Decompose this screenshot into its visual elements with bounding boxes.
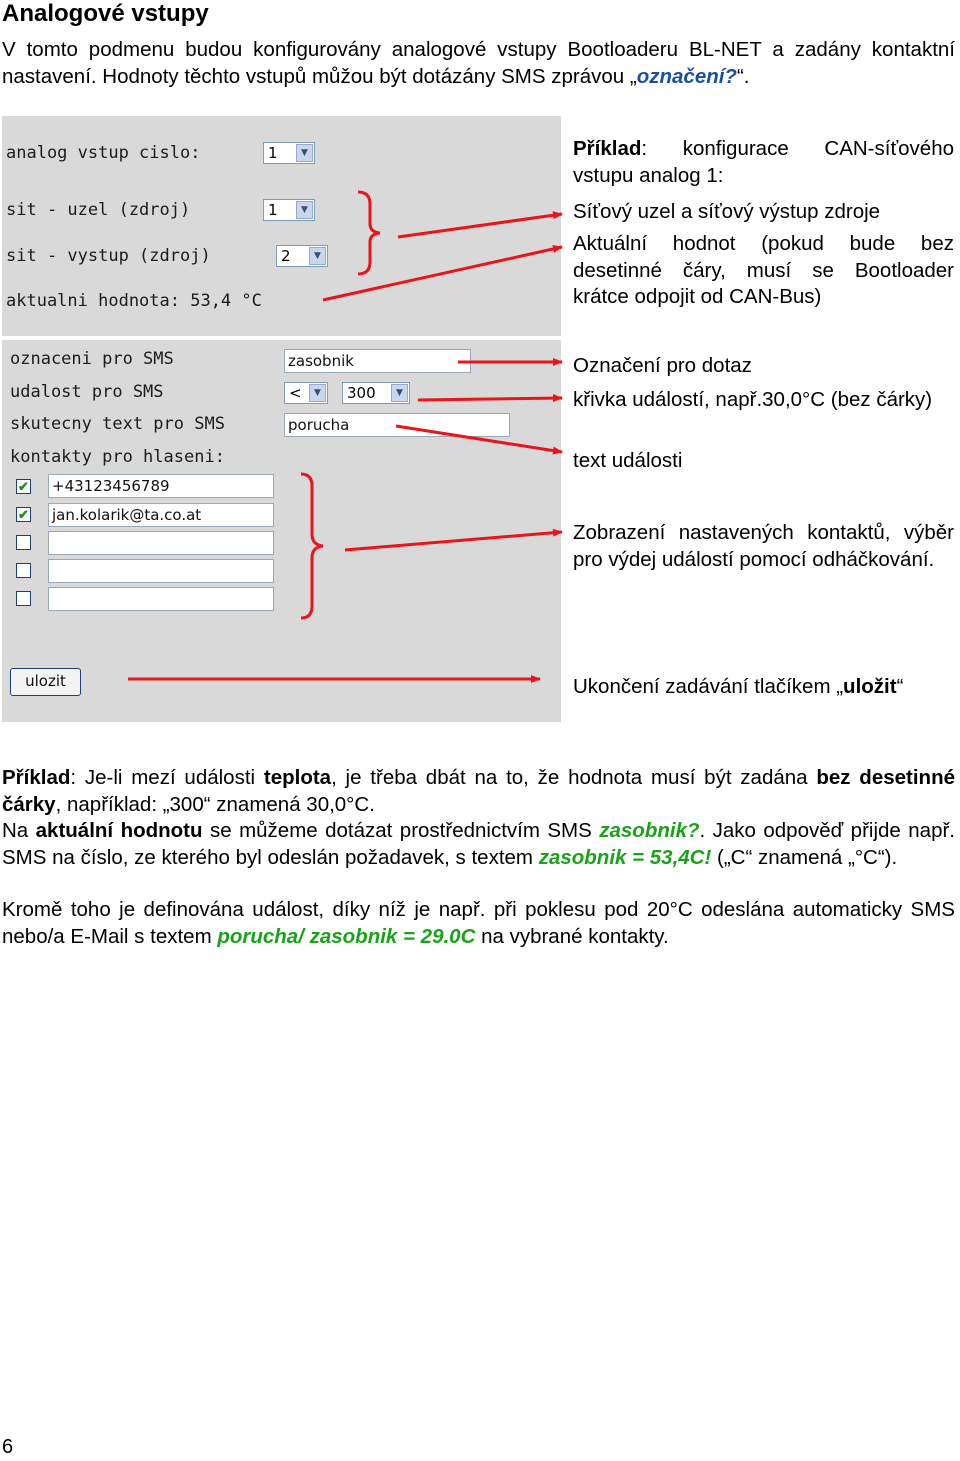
chevron-down-icon[interactable]: ▼: [309, 384, 326, 402]
p1-text-3: , například: „300“ znamená 30,0°C.: [55, 792, 375, 816]
p1-text-2: , je třeba dbát na to, že hodnota musí být zadána: [331, 766, 817, 789]
analog-input-label: analog vstup cislo:: [6, 143, 201, 163]
sms-text-input[interactable]: porucha: [284, 413, 510, 437]
intro-keyword: označení?: [636, 64, 737, 88]
contacts-label: kontakty pro hlaseni:: [10, 447, 225, 467]
paragraph-event: [2, 897, 955, 950]
p2-keyword-2: zasobnik = 53,4C!: [538, 845, 712, 869]
node-value: 1: [268, 201, 278, 219]
output-value: 2: [281, 247, 291, 265]
chevron-down-icon[interactable]: ▼: [391, 384, 408, 402]
contact-input-1[interactable]: +43123456789: [48, 474, 274, 498]
p2-text-1: Na: [2, 819, 36, 842]
node-label: sit - uzel (zdroj): [6, 200, 191, 220]
sms-label-label: oznaceni pro SMS: [10, 349, 174, 369]
p3-text-1: Kromě toho je definována událost, díky níž je např. při poklesu pod 20°C odeslána automaticky SMS nebo/a E-Mail s textem: [2, 898, 955, 948]
intro-text: V tomto podmenu budou konfigurovány analogové vstupy Bootloaderu BL-NET a zadány kontaktní nastavení. Hodnoty těchto vstupů můžou být dotázány SMS zprávou „: [2, 38, 955, 88]
sms-event-label: udalost pro SMS: [10, 382, 164, 402]
note-finish-pre: Ukončení zadávání tlačíkem „: [573, 675, 844, 698]
p2-text-2: se můžeme dotázat prostřednictvím SMS: [202, 819, 600, 842]
p2-text-4: („C“ znamená „°C“).: [711, 845, 898, 869]
note-current: Aktuální hodnot (pokud bude bez desetinné čáry, musí se Bootloader krátce odpojit od CAN-Bus): [573, 232, 954, 308]
contact-input-2[interactable]: jan.kolarik@ta.co.at: [48, 503, 274, 527]
page-number: 6: [2, 1436, 14, 1458]
p1-bold-3: bez desetinné čárky: [2, 766, 955, 816]
current-value-label: aktualni hodnota: 53,4 °C: [6, 291, 262, 311]
p3-text-2: na vybrané kontakty.: [475, 924, 669, 948]
arrow-node: [398, 214, 562, 237]
arrow-contacts: [345, 532, 562, 550]
p1-bold-2: teplota: [263, 766, 332, 789]
p2-keyword-1: zasobnik?: [599, 819, 700, 842]
page-title: Analogové vstupy: [2, 0, 209, 27]
note-node: Síťový uzel a síťový výstup zdroje: [573, 200, 881, 223]
contacts-bracket: [301, 474, 323, 618]
analog-input-value: 1: [268, 144, 278, 162]
note-event: křivka událostí, např.30,0°C (bez čárky): [573, 388, 933, 411]
p2-bold-1: aktuální hodnotu: [35, 819, 203, 842]
sms-text-label: skutecny text pro SMS: [10, 414, 225, 434]
p1-bold-1: Příklad: [2, 766, 71, 789]
arrow-event-text: [396, 426, 562, 452]
output-label: sit - vystup (zdroj): [6, 246, 211, 266]
save-button[interactable]: ulozit: [10, 668, 81, 696]
p2-text-3: . Jako odpověď přijde např. SMS na číslo, ze kterého byl odeslán požadavek, s textem: [2, 819, 955, 869]
sms-label-input[interactable]: zasobnik: [284, 349, 471, 373]
event-value: 300: [347, 384, 376, 402]
note-example-text: : konfigurace CAN-síťového vstupu analog 1:: [573, 137, 954, 187]
arrow-event: [418, 398, 562, 400]
chevron-down-icon[interactable]: ▼: [296, 144, 313, 162]
intro-end: “.: [736, 64, 750, 88]
paragraph-query: [2, 818, 955, 871]
note-contacts: Zobrazení nastavených kontaktů, výběr pro výdej událostí pomocí odháčkování.: [573, 521, 954, 571]
node-bracket: [358, 192, 380, 274]
p3-keyword-1: porucha/ zasobnik = 29.0C: [217, 924, 476, 948]
note-finish: [573, 674, 954, 701]
event-operator-value: <: [289, 384, 302, 402]
note-label: Označení pro dotaz: [573, 354, 752, 377]
note-example-bold: Příklad: [573, 137, 642, 160]
note-example: [573, 136, 954, 189]
note-finish-bold: uložit: [843, 675, 897, 698]
note-finish-post: “: [896, 675, 904, 698]
p1-text-1: : Je-li mezí události: [70, 766, 264, 789]
chevron-down-icon[interactable]: ▼: [296, 201, 313, 219]
contact-checkbox-2[interactable]: ✔: [16, 507, 31, 522]
chevron-down-icon[interactable]: ▼: [309, 247, 326, 265]
paragraph-example: [2, 765, 955, 818]
contact-checkbox-1[interactable]: ✔: [16, 479, 31, 494]
note-event-text: text události: [573, 449, 683, 472]
